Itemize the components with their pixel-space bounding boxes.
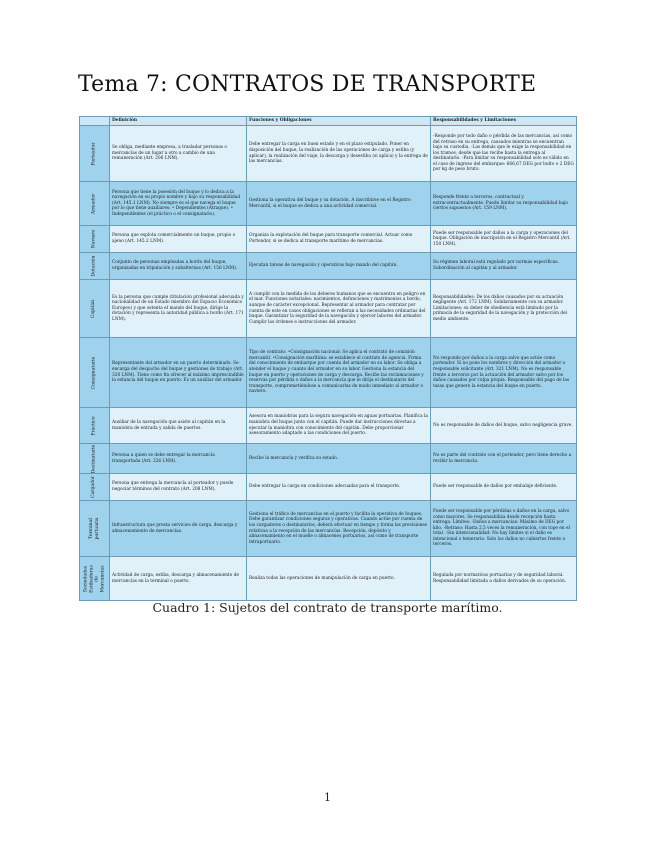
table-row xyxy=(80,226,577,253)
table-caption: Cuadro 1: Sujetos del contrato de transporte marítimo. xyxy=(152,600,503,615)
row-label: Porteador xyxy=(80,126,110,182)
page-title: Tema 7: CONTRATOS DE TRANSPORTE xyxy=(78,72,537,97)
cell-funciones: Debe entregar la carga en buen estado y en el plazo estipulado. Poner en disposición del buque, la realización de las operaciones de carga y estiba (y aplicar), la realización del viaje, la descarga y desestiba (si aplica) y la entrega de las mercancías. xyxy=(247,126,431,182)
cell-responsabilidades: Responde frente a terceros, contractual y extracontractualmente. Puede limitar su responsabilidad bajo ciertos supuestos (Art. 159 LNM). xyxy=(431,182,577,226)
row-label: Naviero xyxy=(80,226,110,253)
header-responsabilidades: Responsabilidades y Limitaciones xyxy=(431,117,577,126)
cell-responsabilidades: No es responsable de daños del buque, salvo negligencia grave. xyxy=(431,408,577,444)
cell-responsabilidades: Puede ser responsable de daños por embalaje deficiente. xyxy=(431,474,577,501)
cell-responsabilidades: No responde por daños a la carga salvo que actúe como porteador. Si no pone los nombres y dirección del armador o responsable solicitante (Art. 321 LNM). No es responsable frente a terceros por la actuación del armador salvo por los daños causados por culpa propia. Responsable del pago de las tasas que genere la estancia del buque en puerto. xyxy=(431,338,577,408)
cell-definicion: Auxiliar de la navegación que asiste al capitán en la maniobra de entrada y salida de puertos. xyxy=(110,408,247,444)
cell-funciones: Tipo de contrato: •Consignación nacional: Se aplica el contrato de comisión mercantil. •Consignación marítima: se establece el contrato de agencia. Firma del conocimiento de embarque por cuenta del armador en su labor. Se obliga a atender el buque y cuanto del armador en su labor. Gestiona la estancia del buque en puerto y operaciones de carga y descarga. Recibe las reclamaciones y reservas por pérdida o daños a la mercancía que le dirija el destinatario del transporte, comprometiéndose a comunicarlas de modo inmediato al armador o naviero. xyxy=(247,338,431,408)
table-header-row xyxy=(80,117,577,126)
table-row xyxy=(80,126,577,182)
row-label: Armador xyxy=(80,182,110,226)
cell-funciones: Ejecutan tareas de navegación y operativas bajo mando del capitán. xyxy=(247,253,431,280)
table-row xyxy=(80,338,577,408)
row-label: Sociedades Estibadoras de Mercancías xyxy=(80,557,110,601)
table-row xyxy=(80,253,577,280)
page-number: 1 xyxy=(324,791,331,804)
cell-definicion: Representante del armador en un puerto determinado. Se encarga del despacho del buque y gestiones de trabajo (Art. 320 LNM). Tiene como fin ofrecer al máximo imprescindible la estancia del buque en puerto. Es un auxiliar del armador. xyxy=(110,338,247,408)
cell-responsabilidades: Su régimen laboral está regulado por normas específicas. Subordinación al capitán y al armador. xyxy=(431,253,577,280)
row-label: Consignatario xyxy=(80,338,110,408)
cell-definicion: Persona que tiene la posesión del buque y lo dedica a la navegación en su propio nombre y bajo su responsabilidad (Art. 145.1 LNM). No siempre es el que navega el buque por lo que tiene auxiliares: • Dependientes (Atraque). • Independientes (el práctico o el consignatario). xyxy=(110,182,247,226)
row-label: Dotación xyxy=(80,253,110,280)
cell-responsabilidades: Responsabilidades: De los daños causados por su actuación negligente (Art. 172 LNM). Solidariamente con su armador. Limitaciones: su deber de obediencia está limitado por la primacía de la seguridad de la navegación y la protección del medio ambiente. xyxy=(431,280,577,338)
header-funciones: Funciones y Obligaciones xyxy=(247,117,431,126)
cell-funciones: Realiza todas las operaciones de manipulación de carga en puerto. xyxy=(247,557,431,601)
row-label: Destinatario xyxy=(80,444,110,474)
cell-responsabilidades: Puede ser responsable por daños a la carga y operaciones del buque. Obligación de inscripción en el Registro Mercantil (Art. 150 LNM). xyxy=(431,226,577,253)
cell-definicion: Persona que entrega la mercancía al porteador y puede negociar términos del contrato (Art. 208 LNM). xyxy=(110,474,247,501)
cell-funciones: Gestiona la operativa del buque y su dotación. A inscribirse en el Registro Mercantil, si el buque se dedica a una actividad comercial. xyxy=(247,182,431,226)
cell-definicion: Es la persona que cumple (titulación profesional adecuada y nacionalidad de un Estado miembro del Espacio Económico Europeo) y que ostenta el mando del buque, dirige la dotación y representa la autoridad pública a bordo (Art. 171 LNM). xyxy=(110,280,247,338)
cell-responsabilidades: -Responde por todo daño o pérdida de las mercancías, así como del retraso en su entrega, causados mientras se encuentran bajo su custodia. -Las demás que le exige la responsabilidad en los tramos, desde que las recibe hasta la entrega al destinatario. -Para limitar su responsabilidad solo es válido en el caso de ingreso del embarque: 666,67 DEG por bulto o 2 DEG por kg de peso bruto. xyxy=(431,126,577,182)
header-definicion: Definición xyxy=(110,117,247,126)
table-row xyxy=(80,408,577,444)
table-row xyxy=(80,501,577,557)
cell-funciones: Debe entregar la carga en condiciones adecuadas para el transporte. xyxy=(247,474,431,501)
row-label: Práctico xyxy=(80,408,110,444)
cell-responsabilidades: No es parte del contrato con el porteador, pero tiene derecho a recibir la mercancía. xyxy=(431,444,577,474)
cell-funciones: Recibe la mercancía y verifica su estado. xyxy=(247,444,431,474)
table-row xyxy=(80,444,577,474)
row-label: Capitán xyxy=(80,280,110,338)
subjects-table xyxy=(79,116,577,601)
row-label: Cargador xyxy=(80,474,110,501)
cell-definicion: Infraestructura que presta servicios de carga, descarga y almacenamiento de mercancías. xyxy=(110,501,247,557)
cell-definicion: Actividad de carga, estiba, descarga y almacenamiento de mercancías en la terminal o puerto. xyxy=(110,557,247,601)
cell-funciones: Asesora en maniobras para la segura navegación en aguas portuarias. Planifica la maniobra del buque junto con el capitán. Puede dar instrucciones directas a ejecutar la maniobra con conocimiento del capitán. Debe proporcionar asesoramiento adaptado a las condiciones del puerto. xyxy=(247,408,431,444)
table-row xyxy=(80,182,577,226)
table-row xyxy=(80,474,577,501)
cell-responsabilidades: Regulada por normativas portuarias y de seguridad laboral. Responsabilidad limitada a daños derivados de su operación. xyxy=(431,557,577,601)
cell-funciones: A cumplir con la medida de los deberes humanos que se encuentra en peligro en el mar. Funciones notariales: nacimientos, defunciones y matrimonios a bordo, aunque de carácter excepcional. Representar al armador para contratar por cuenta de este en casos obligaciones se refieran a las necesidades ordinarias del buque. Garantizar la seguridad de la navegación y ejercer labores del armador. Cumplir las órdenes e instrucciones del armador. xyxy=(247,280,431,338)
table-row xyxy=(80,280,577,338)
row-label: Terminal portuaria xyxy=(80,501,110,557)
cell-funciones: Organiza la explotación del buque para transporte comercial. Actuar como Porteador, si se dedica al transporte marítimo de mercancías. xyxy=(247,226,431,253)
cell-definicion: Persona que explota comercialmente un buque, propio o ajeno (Art. 145.2 LNM). xyxy=(110,226,247,253)
header-empty xyxy=(80,117,110,126)
table-row xyxy=(80,557,577,601)
cell-definicion: Conjunto de personas empleadas a bordo del buque, organizadas en tripulación y subalternas (Art. 156 LNM). xyxy=(110,253,247,280)
cell-responsabilidades: Puede ser responsable por pérdidas o daños en la carga, salvo como mayores. Se responsabiliza desde recepción hasta entrega. Límites: -Daños a mercancías: Máximo de DEG por kilo. -Retraso: Hasta 2,5 veces la remuneración, con tope en el total. -Sin intencionalidad: No hay límites si el daño es intencional o temerario. Solo los daños no cubiertos frente a terceros. xyxy=(431,501,577,557)
cell-definicion: Persona a quien se debe entregar la mercancía transportada (Art. 226 LNM). xyxy=(110,444,247,474)
cell-funciones: Gestiona el tráfico de mercancías en el puerto y facilita la operativa de buques. Debe garantizar condiciones seguras y operativas. Cuando actúe por cuenta de los cargadores o destinatarios, deberá efectuar en tiempo y forma las previsiones relativas a la recepción de las mercancías. Recepción, depósito y almacenamiento en el muelle o almacenes portuarios, así como de transporte intraportuario. xyxy=(247,501,431,557)
cell-definicion: Se obliga, mediante empresa, a trasladar personas o mercancías de un lugar a otro a cambio de una remuneración (Art. 206 LNM). xyxy=(110,126,247,182)
